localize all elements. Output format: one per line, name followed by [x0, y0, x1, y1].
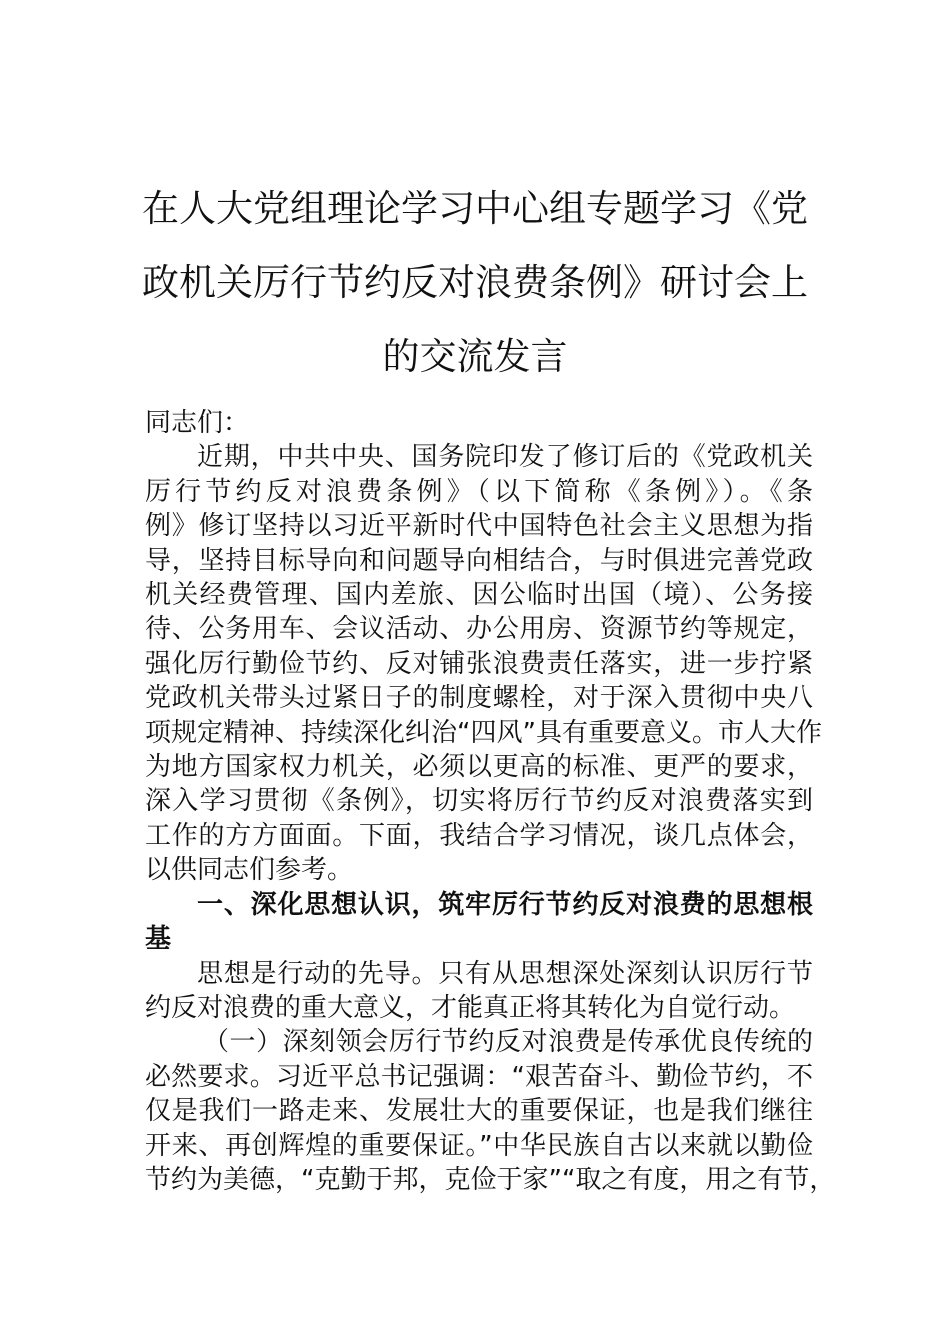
body-line: 以供同志们参考。	[145, 855, 354, 886]
title-line-3: 的交流发言	[382, 335, 568, 378]
body-line: 工作的方方面面。下面，我结合学习情况，谈几点体会，	[145, 820, 813, 851]
body-line: 导，坚持目标导向和问题导向相结合，与时俱进完善党政	[145, 545, 813, 576]
body-line: 深入学习贯彻《条例》，切实将厉行节约反对浪费落实到	[145, 786, 813, 817]
body-line: （一）深刻领会厉行节约反对浪费是传承优良传统的	[203, 1027, 813, 1058]
title-line-2: 政机关厉行节约反对浪费条例》研讨会上	[142, 261, 808, 304]
body-line: 同志们：	[145, 408, 250, 438]
body-line: 约反对浪费的重大意义，才能真正将其转化为自觉行动。	[145, 992, 796, 1023]
title-line-1: 在人大党组理论学习中心组专题学习《党	[142, 187, 808, 230]
body-line: 思想是行动的先导。只有从思想深处深刻认识厉行节	[197, 958, 813, 989]
body-line: 党政机关带头过紧日子的制度螺栓，对于深入贯彻中央八	[145, 683, 813, 714]
body-line: 机关经费管理、国内差旅、因公临时出国（境）、公务接	[145, 580, 813, 611]
body-line: 待、公务用车、会议活动、办公用房、资源节约等规定，	[145, 614, 813, 645]
document-body	[145, 406, 836, 1197]
body-line: 必然要求。习近平总书记强调：“艰苦奋斗、勤俭节约，不	[145, 1061, 813, 1092]
body-line: 仅是我们一路走来、发展壮大的重要保证，也是我们继往	[145, 1096, 813, 1127]
body-line: 开来、再创辉煌的重要保证。”中华民族自古以来就以勤俭	[145, 1130, 813, 1161]
body-line: 强化厉行勤俭节约、反对铺张浪费责任落实，进一步拧紧	[145, 648, 813, 679]
body-line: 基	[145, 924, 172, 955]
body-line: 为地方国家权力机关，必须以更高的标准、更严的要求，	[145, 752, 813, 783]
body-line: 一、深化思想认识，筑牢厉行节约反对浪费的思想根	[197, 889, 813, 920]
body-line: 厉行节约反对浪费条例》（以下简称《条例》）。《条	[145, 476, 813, 507]
body-line: 例》修订坚持以习近平新时代中国特色社会主义思想为指	[145, 511, 813, 542]
body-line: 近期，中共中央、国务院印发了修订后的《党政机关	[197, 442, 813, 473]
document-title	[100, 172, 850, 394]
body-line: 项规定精神、持续深化纠治“四风”具有重要意义。市人大作	[145, 717, 822, 748]
body-line: 节约为美德，“克勤于邦，克俭于家”“取之有度，用之有节，	[145, 1164, 836, 1195]
